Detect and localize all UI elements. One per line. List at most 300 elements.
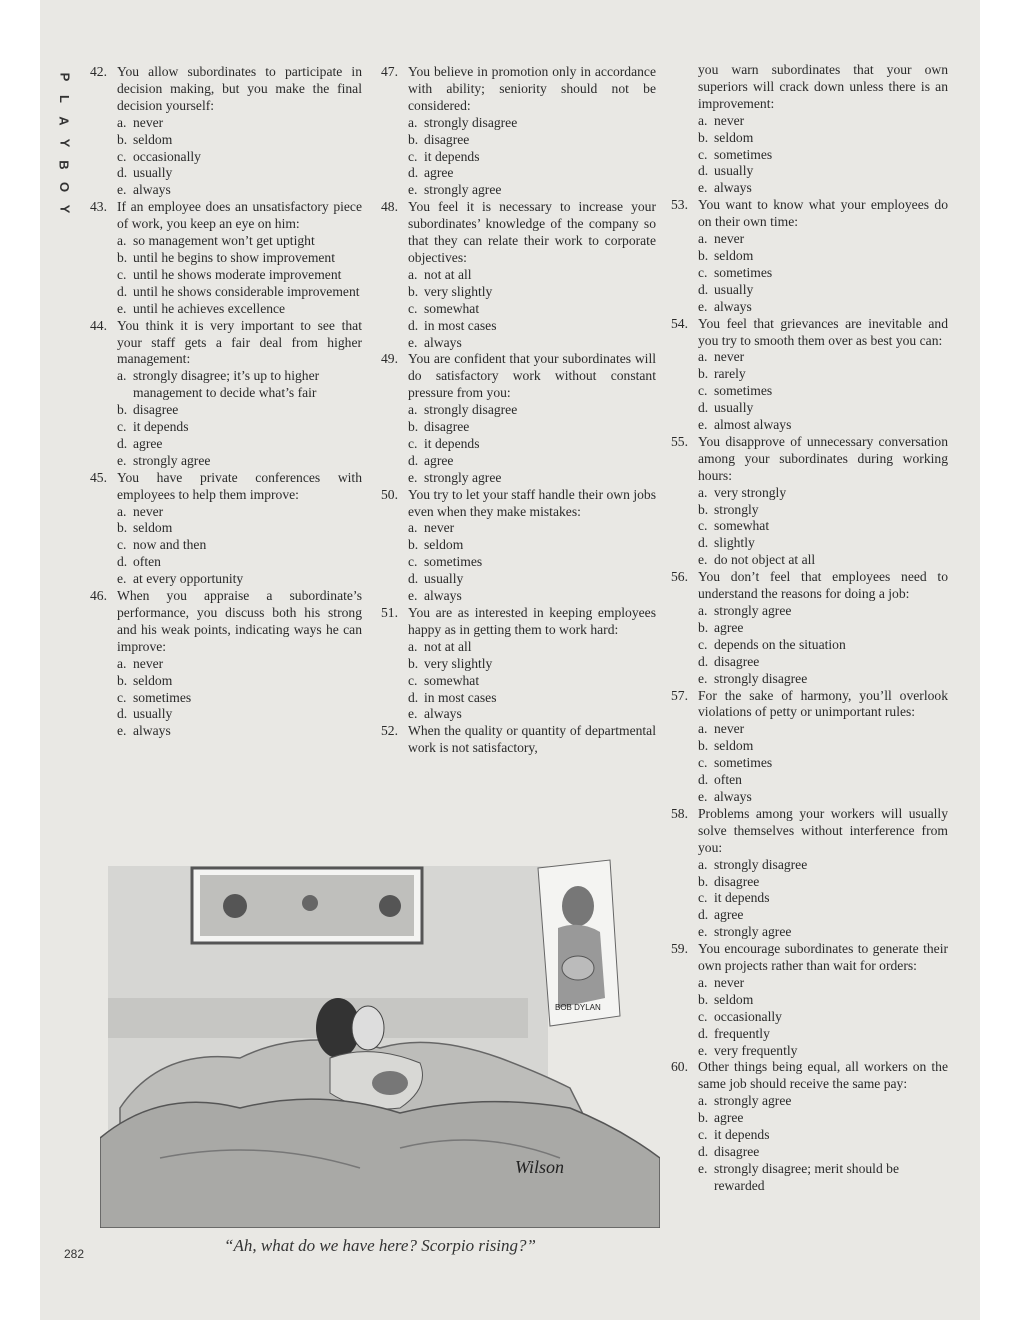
option-letter: c. (698, 146, 708, 162)
answer-option (408, 284, 656, 301)
answer-option (698, 1127, 948, 1144)
option-letter: d. (117, 283, 128, 299)
question-text: When you appraise a subordinate’s performance, you discuss both his strong and his weak points, indicating ways he can improve: (117, 588, 362, 654)
option-letter: c. (408, 435, 418, 451)
answer-option (698, 907, 948, 924)
question-header (381, 351, 656, 402)
option-letter: e. (698, 1042, 708, 1058)
option-letter: b. (408, 655, 419, 671)
option-text: until he begins to show improvement (133, 249, 335, 265)
option-letter: d. (408, 165, 419, 181)
option-text: strongly disagree (714, 856, 808, 872)
answer-option (117, 504, 362, 521)
option-text: strongly (714, 501, 759, 517)
option-text: seldom (133, 131, 173, 147)
answer-option (408, 706, 656, 723)
option-text: somewhat (714, 518, 770, 534)
answer-option (408, 436, 656, 453)
option-text: strongly agree (424, 182, 502, 198)
answer-option (408, 571, 656, 588)
option-letter: e. (698, 670, 708, 686)
answer-option (408, 318, 656, 335)
question-number: 54. (671, 315, 688, 331)
answer-option (698, 366, 948, 383)
option-letter: c. (698, 1127, 708, 1143)
option-letter: e. (408, 334, 418, 350)
question-header (90, 199, 362, 233)
option-text: seldom (714, 129, 754, 145)
option-letter: d. (698, 1025, 709, 1041)
question-item (671, 688, 948, 806)
question-header (381, 723, 656, 757)
question-text: You think it is very important to see that your staff gets a fair deal from higher management: (117, 317, 362, 367)
option-text: it depends (424, 148, 480, 164)
question-text: You encourage subordinates to generate their own projects rather than wait for orders: (698, 941, 948, 974)
question-number: 44. (90, 317, 107, 333)
option-letter: a. (117, 114, 127, 130)
option-letter: c. (698, 383, 708, 399)
option-text: strongly agree (714, 603, 792, 618)
option-letter: b. (698, 366, 709, 382)
answer-option (698, 248, 948, 265)
option-text: agree (424, 452, 454, 468)
answer-option (698, 924, 948, 941)
question-header (671, 806, 948, 857)
option-text: agree (714, 1110, 744, 1126)
option-letter: b. (698, 129, 709, 145)
option-text: never (714, 974, 745, 990)
option-letter: a. (117, 233, 127, 249)
answer-option (698, 265, 948, 282)
option-letter: d. (698, 1144, 709, 1159)
option-text: seldom (714, 247, 754, 263)
option-letter: a. (408, 402, 418, 418)
option-letter: a. (698, 231, 708, 247)
answer-option (117, 453, 362, 470)
option-letter: b. (698, 619, 709, 635)
option-letter: e. (698, 417, 708, 433)
answer-option (698, 975, 948, 992)
answer-option (117, 723, 362, 740)
answer-option (117, 690, 362, 707)
answer-option (117, 402, 362, 419)
option-text: never (133, 503, 164, 519)
option-text: agree (714, 907, 744, 923)
answer-option (698, 1110, 948, 1127)
option-letter: b. (698, 991, 709, 1007)
answer-option (698, 1144, 948, 1161)
option-letter: e. (698, 1160, 708, 1176)
option-text: now and then (133, 537, 207, 553)
option-text: disagree (424, 131, 470, 147)
question-text: You have private conferences with employees to help them improve: (117, 469, 362, 502)
option-text: disagree (714, 873, 760, 889)
answer-option (408, 165, 656, 182)
answer-option (698, 180, 948, 197)
answer-option (408, 673, 656, 690)
option-text: it depends (424, 435, 480, 451)
answer-option (698, 400, 948, 417)
answer-option (408, 520, 656, 537)
bob-dylan-poster (538, 860, 620, 1026)
option-text: in most cases (424, 317, 497, 333)
option-letter: d. (698, 281, 709, 297)
option-text: disagree (133, 402, 179, 418)
option-letter: b. (698, 873, 709, 889)
option-text: disagree (714, 1144, 760, 1159)
option-letter: d. (698, 653, 709, 669)
option-text: depends on the situation (714, 636, 846, 652)
masthead-letter: B (56, 160, 72, 170)
option-text: it depends (714, 1127, 770, 1143)
option-letter: c. (408, 554, 418, 570)
option-text: it depends (133, 419, 189, 435)
question-item (381, 487, 656, 605)
option-letter: d. (408, 571, 419, 587)
answer-option (408, 301, 656, 318)
option-letter: d. (117, 554, 128, 570)
answer-option (698, 130, 948, 147)
answer-option (698, 282, 948, 299)
answer-option (408, 588, 656, 605)
option-letter: d. (698, 400, 709, 416)
answer-option (117, 436, 362, 453)
option-letter: e. (698, 924, 708, 940)
answer-option (408, 115, 656, 132)
answer-option (698, 772, 948, 789)
question-text: When the quality or quantity of departmental work is not satisfactory, (408, 723, 656, 756)
question-text: You are confident that your subordinates will do satisfactory work without constant pressure from you: (408, 351, 656, 401)
answer-option (408, 335, 656, 352)
option-letter: e. (698, 552, 708, 568)
option-text: never (714, 349, 745, 365)
option-letter: b. (408, 131, 419, 147)
question-text: If an employee does an unsatisfactory piece of work, you keep an eye on him: (117, 199, 362, 232)
question-number: 47. (381, 64, 398, 79)
answer-option (698, 299, 948, 316)
question-item (381, 351, 656, 486)
option-text: strongly agree (424, 469, 502, 485)
option-text: very frequently (714, 1042, 798, 1058)
question-header (381, 199, 656, 267)
question-header (671, 434, 948, 485)
question-number: 51. (381, 605, 398, 620)
answer-option (698, 1161, 948, 1195)
option-text: seldom (424, 537, 464, 553)
option-text: strongly agree (714, 924, 792, 940)
answer-option (698, 992, 948, 1009)
option-text: always (133, 723, 171, 739)
option-text: occasionally (133, 148, 201, 164)
answer-option (698, 163, 948, 180)
answer-option (698, 671, 948, 688)
answer-option (698, 654, 948, 671)
option-letter: a. (408, 266, 418, 282)
option-letter: c. (117, 537, 127, 553)
question-item (671, 434, 948, 569)
answer-option (698, 518, 948, 535)
answer-option (117, 520, 362, 537)
option-text: until he shows considerable improvement (133, 283, 360, 299)
question-text: Other things being equal, all workers on the same job should receive the same pay: (698, 1059, 948, 1092)
option-text: occasionally (714, 1008, 782, 1024)
option-letter: a. (408, 114, 418, 130)
option-letter: a. (698, 721, 708, 737)
option-letter: e. (698, 788, 708, 804)
answer-option (117, 182, 362, 199)
answer-option (117, 537, 362, 554)
option-letter: d. (117, 165, 128, 181)
question-item (90, 199, 362, 317)
option-letter: c. (117, 266, 127, 282)
question-number: 46. (90, 588, 107, 604)
option-text: never (714, 231, 745, 247)
option-letter: d. (117, 435, 128, 451)
answer-option (698, 738, 948, 755)
cartoon-caption: “Ah, what do we have here? Scorpio rising?” (224, 1236, 536, 1255)
question-text: You believe in promotion only in accordance with ability; seniority should not be considered: (408, 64, 656, 113)
option-text: never (714, 112, 745, 128)
answer-option (408, 402, 656, 419)
question-header (381, 64, 656, 115)
option-text: always (714, 298, 752, 314)
answer-option (698, 1043, 948, 1060)
column-2 (381, 64, 656, 757)
cartoon-illustration (100, 858, 660, 1228)
question-header (381, 605, 656, 639)
masthead-vertical (54, 66, 74, 220)
answer-option (117, 250, 362, 267)
question-item (90, 318, 362, 470)
option-text: strongly agree (133, 452, 211, 468)
option-text: seldom (133, 520, 173, 536)
option-letter: a. (408, 638, 418, 654)
option-letter: c. (408, 148, 418, 164)
option-text: strongly disagree (424, 114, 518, 130)
option-text: sometimes (714, 755, 773, 771)
answer-option (698, 231, 948, 248)
answer-option (408, 267, 656, 284)
answer-option (408, 690, 656, 707)
option-text: usually (714, 281, 754, 297)
option-text: strongly agree (714, 1093, 792, 1109)
question-item (671, 1059, 948, 1194)
option-letter: e. (408, 588, 418, 604)
option-letter: d. (698, 163, 709, 179)
option-text: until he shows moderate improvement (133, 266, 342, 282)
option-letter: c. (698, 264, 708, 280)
answer-option (698, 637, 948, 654)
option-text: often (714, 772, 742, 788)
masthead-letter: L (56, 95, 72, 103)
answer-option (117, 368, 362, 402)
answer-option (698, 147, 948, 164)
question-header (90, 470, 362, 504)
question-header (90, 318, 362, 369)
option-text: strongly disagree; it’s up to higher management to decide what’s fair (133, 368, 320, 401)
option-text: always (133, 182, 171, 198)
question-header (671, 1059, 948, 1093)
option-text: sometimes (424, 554, 483, 570)
answer-option (698, 890, 948, 907)
option-text: always (424, 588, 462, 604)
answer-option (117, 267, 362, 284)
answer-option (698, 1009, 948, 1026)
answer-option (698, 603, 948, 620)
answer-option (698, 535, 948, 552)
question-item (381, 605, 656, 723)
option-letter: c. (408, 672, 418, 688)
option-letter: e. (698, 180, 708, 196)
answer-option (117, 132, 362, 149)
masthead-letter: Y (56, 138, 72, 148)
option-letter: c. (698, 636, 708, 652)
option-letter: c. (408, 300, 418, 316)
answer-option (117, 165, 362, 182)
option-letter: d. (408, 317, 419, 333)
answer-option (408, 182, 656, 199)
option-letter: b. (117, 131, 128, 147)
option-text: usually (714, 400, 754, 416)
option-text: very slightly (424, 655, 493, 671)
question-number: 42. (90, 64, 107, 79)
answer-option (408, 656, 656, 673)
masthead-letter: A (56, 116, 72, 126)
option-letter: d. (698, 772, 709, 788)
option-text: seldom (133, 672, 173, 688)
option-letter: b. (117, 249, 128, 265)
option-letter: b. (698, 247, 709, 263)
answer-option (117, 419, 362, 436)
option-text: always (714, 788, 752, 804)
answer-option (408, 453, 656, 470)
question-header (381, 487, 656, 521)
answer-option (117, 554, 362, 571)
option-text: usually (133, 165, 173, 181)
question-header (671, 197, 948, 231)
option-letter: d. (408, 689, 419, 705)
question-number: 45. (90, 469, 107, 485)
option-letter: a. (117, 503, 127, 519)
option-letter: e. (408, 706, 418, 722)
option-text: strongly disagree (714, 670, 808, 686)
option-letter: a. (698, 112, 708, 128)
option-text: agree (424, 165, 454, 181)
option-letter: a. (117, 655, 127, 671)
option-text: seldom (714, 738, 754, 754)
option-text: sometimes (714, 383, 773, 399)
answer-option (698, 383, 948, 400)
option-text: often (133, 554, 161, 570)
answer-option (117, 301, 362, 318)
masthead-letter: O (57, 181, 72, 193)
option-letter: e. (117, 300, 127, 316)
answer-option (408, 554, 656, 571)
option-letter: c. (698, 1008, 708, 1024)
question-text: You want to know what your employees do on their own time: (698, 197, 948, 230)
answer-option (698, 552, 948, 569)
column-3 (671, 62, 948, 1195)
option-text: frequently (714, 1025, 770, 1041)
option-letter: a. (698, 484, 708, 500)
option-letter: d. (408, 452, 419, 468)
option-text: disagree (424, 419, 470, 435)
option-letter: e. (117, 571, 127, 587)
option-text: so management won’t get uptight (133, 233, 315, 249)
question-header (90, 588, 362, 656)
option-text: usually (714, 163, 754, 179)
question-item (671, 316, 948, 434)
question-text: Problems among your workers will usually solve themselves without interference from you: (698, 805, 948, 855)
option-letter: a. (698, 349, 708, 365)
answer-option (698, 417, 948, 434)
answer-option (408, 639, 656, 656)
option-text: rarely (714, 366, 746, 382)
option-text: at every opportunity (133, 571, 244, 587)
question-header (671, 569, 948, 603)
option-letter: b. (117, 402, 128, 418)
question-number: 58. (671, 805, 688, 821)
option-letter: d. (698, 907, 709, 923)
question-number: 55. (671, 433, 688, 449)
question-item (90, 470, 362, 588)
option-letter: a. (408, 520, 418, 536)
option-text: not at all (424, 638, 472, 654)
artist-signature: Wilson (515, 1157, 565, 1177)
option-letter: b. (698, 1110, 709, 1126)
question-number: 49. (381, 351, 398, 367)
framed-painting (192, 868, 422, 943)
option-letter: c. (117, 419, 127, 435)
question-number: 48. (381, 199, 398, 215)
option-letter: b. (698, 738, 709, 754)
option-letter: b. (408, 283, 419, 299)
question-header (90, 64, 362, 115)
option-text: until he achieves excellence (133, 300, 286, 316)
option-text: somewhat (424, 300, 480, 316)
question-number: 57. (671, 687, 688, 703)
answer-option (117, 656, 362, 673)
column-1 (90, 64, 362, 740)
option-letter: c. (698, 518, 708, 534)
answer-option (698, 721, 948, 738)
question-text: You feel that grievances are inevitable and you try to smooth them over as best you can: (698, 315, 948, 348)
option-text: very slightly (424, 283, 493, 299)
question-number: 59. (671, 941, 688, 957)
question-text: You allow subordinates to participate in decision making, but you make the final decision yourself: (117, 64, 362, 113)
option-letter: d. (117, 706, 128, 722)
option-letter: c. (698, 890, 708, 906)
answer-option (117, 149, 362, 166)
answer-option (698, 485, 948, 502)
answer-option (698, 502, 948, 519)
option-letter: d. (698, 535, 709, 551)
option-text: strongly disagree (424, 402, 518, 418)
answer-option (117, 233, 362, 250)
question-item (671, 197, 948, 315)
answer-option (698, 1026, 948, 1043)
option-letter: a. (117, 368, 127, 384)
poster-label: BOB DYLAN (555, 1003, 601, 1012)
masthead-letter: P (56, 72, 72, 82)
option-text: it depends (714, 890, 770, 906)
option-letter: e. (408, 469, 418, 485)
answer-option (117, 706, 362, 723)
question-number: 56. (671, 569, 688, 585)
question-text: You feel it is necessary to increase your subordinates’ knowledge of the company so that they can relate their work to corporate objectives: (408, 199, 656, 265)
option-letter: a. (698, 974, 708, 990)
question-text: You don’t feel that employees need to understand the reasons for doing a job: (698, 569, 948, 602)
